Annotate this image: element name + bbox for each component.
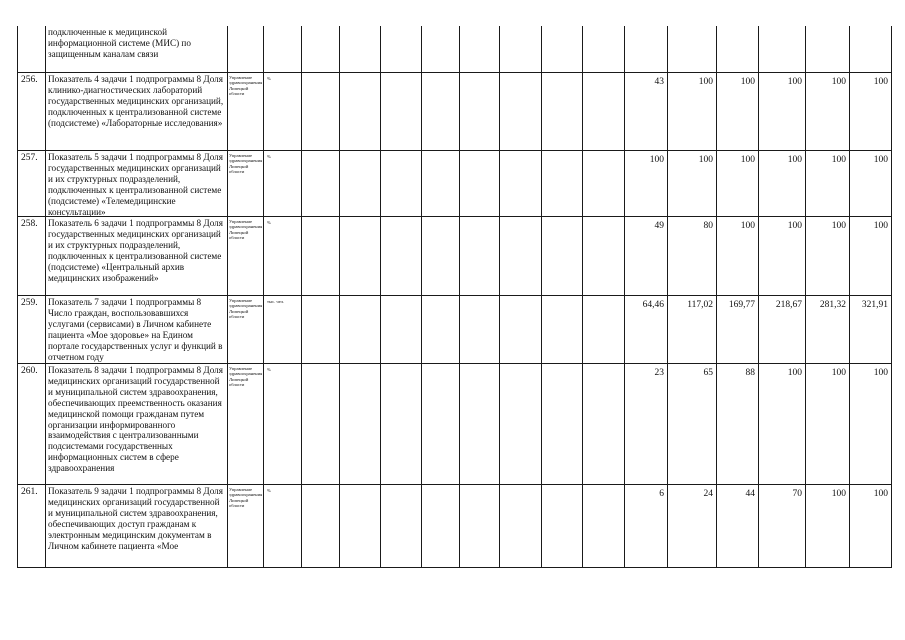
indicator-description: Показатель 6 задачи 1 подпрограммы 8 Доля государственных медицинских организаций и их структурных подразделений, подключенных к централизованной системе (подсистеме) «Центральный архив медицинских изображений» — [48, 218, 223, 283]
responsible-executor: Управление здравоохранения Липецкой области — [229, 75, 263, 96]
indicator-description: Показатель 5 задачи 1 подпрограммы 8 Доля государственных медицинских организаций и их структурных подразделений, подключенных к централизованной системе (подсистеме) «Телемедицинские консультации» — [48, 152, 223, 216]
value-cell: 65 — [703, 368, 713, 378]
row-border — [17, 363, 892, 364]
unit-of-measure: % — [267, 367, 271, 372]
column-border — [891, 26, 892, 568]
value-cell: 100 — [831, 155, 846, 165]
value-cell: 80 — [703, 221, 713, 231]
value-cell: 23 — [654, 368, 664, 378]
responsible-executor: Управление здравоохранения Липецкой области — [229, 298, 263, 319]
responsible-executor: Управление здравоохранения Липецкой области — [229, 219, 263, 240]
row-number: 257. — [21, 153, 38, 163]
value-cell: 6 — [659, 489, 664, 499]
value-cell: 281,32 — [819, 300, 846, 310]
column-border — [380, 26, 381, 568]
value-cell: 117,02 — [687, 300, 713, 310]
value-cell: 100 — [740, 155, 755, 165]
column-border — [541, 26, 542, 568]
value-cell: 100 — [831, 221, 846, 231]
row-number: 261. — [21, 487, 38, 497]
value-cell: 218,67 — [775, 300, 802, 310]
value-cell: 88 — [745, 368, 755, 378]
value-cell: 100 — [831, 489, 846, 499]
row-number: 260. — [21, 366, 38, 376]
indicator-description: Показатель 7 задачи 1 подпрограммы 8 Число граждан, воспользовавшихся услугами (сервисами) в Личном кабинете пациента «Мое здоровье» на Едином портале государственных услуг и функций в отчетном году — [48, 297, 223, 362]
column-border — [459, 26, 460, 568]
value-cell: 100 — [831, 368, 846, 378]
row-number: 256. — [21, 75, 38, 85]
unit-of-measure: % — [267, 76, 271, 81]
row-number: 258. — [21, 219, 38, 229]
value-cell: 100 — [740, 77, 755, 87]
indicator-description: подключенные к медицинской информационной системе (МИС) по защищенным каналам связи — [48, 27, 191, 59]
value-cell: 100 — [649, 155, 664, 165]
value-cell: 100 — [873, 77, 888, 87]
value-cell: 100 — [787, 221, 802, 231]
row-border — [17, 567, 892, 568]
value-cell: 100 — [787, 155, 802, 165]
value-cell: 100 — [740, 221, 755, 231]
column-border — [421, 26, 422, 568]
value-cell: 100 — [873, 489, 888, 499]
value-cell: 100 — [873, 368, 888, 378]
row-border — [17, 295, 892, 296]
value-cell: 169,77 — [728, 300, 755, 310]
value-cell: 100 — [698, 155, 713, 165]
indicator-description: Показатель 9 задачи 1 подпрограммы 8 Доля медицинских организаций государственной и муниципальной систем здравоохранения, обеспечивающих доступ гражданам к электронным медицинским документам в Личном кабинете пациента «Мое — [48, 486, 223, 551]
value-cell: 100 — [698, 77, 713, 87]
value-cell: 70 — [792, 489, 802, 499]
unit-of-measure: % — [267, 154, 271, 159]
row-border — [17, 150, 892, 151]
value-cell: 100 — [873, 221, 888, 231]
unit-of-measure: тыс. чел. — [267, 299, 285, 304]
row-number: 259. — [21, 298, 38, 308]
value-cell: 100 — [787, 368, 802, 378]
responsible-executor: Управление здравоохранения Липецкой области — [229, 153, 263, 174]
column-border — [499, 26, 500, 568]
unit-of-measure: % — [267, 488, 271, 493]
value-cell: 100 — [873, 155, 888, 165]
column-border — [582, 26, 583, 568]
row-border — [17, 216, 892, 217]
row-border — [17, 484, 892, 485]
responsible-executor: Управление здравоохранения Липецкой области — [229, 487, 263, 508]
row-border — [17, 72, 892, 73]
value-cell: 100 — [831, 77, 846, 87]
indicator-description: Показатель 8 задачи 1 подпрограммы 8 Доля медицинских организаций государственной и муниципальной систем здравоохранения, обеспечивающих преемственность оказания медицинской помощи гражданам путем организации информированного взаимодействия с централизованными подсистемами государственных информационных систем в сфере здравоохранения — [48, 365, 223, 474]
responsible-executor: Управление здравоохранения Липецкой области — [229, 366, 263, 387]
value-cell: 100 — [787, 77, 802, 87]
value-cell: 49 — [654, 221, 664, 231]
unit-of-measure: % — [267, 220, 271, 225]
indicator-description: Показатель 4 задачи 1 подпрограммы 8 Доля клинико-диагностических лабораторий государственных медицинских организаций, подключенных к централизованной системе (подсистеме) «Лабораторные исследования» — [48, 74, 224, 128]
value-cell: 64,46 — [642, 300, 664, 310]
value-cell: 43 — [654, 77, 664, 87]
value-cell: 24 — [703, 489, 713, 499]
value-cell: 321,91 — [861, 300, 888, 310]
value-cell: 44 — [745, 489, 755, 499]
column-border — [339, 26, 340, 568]
